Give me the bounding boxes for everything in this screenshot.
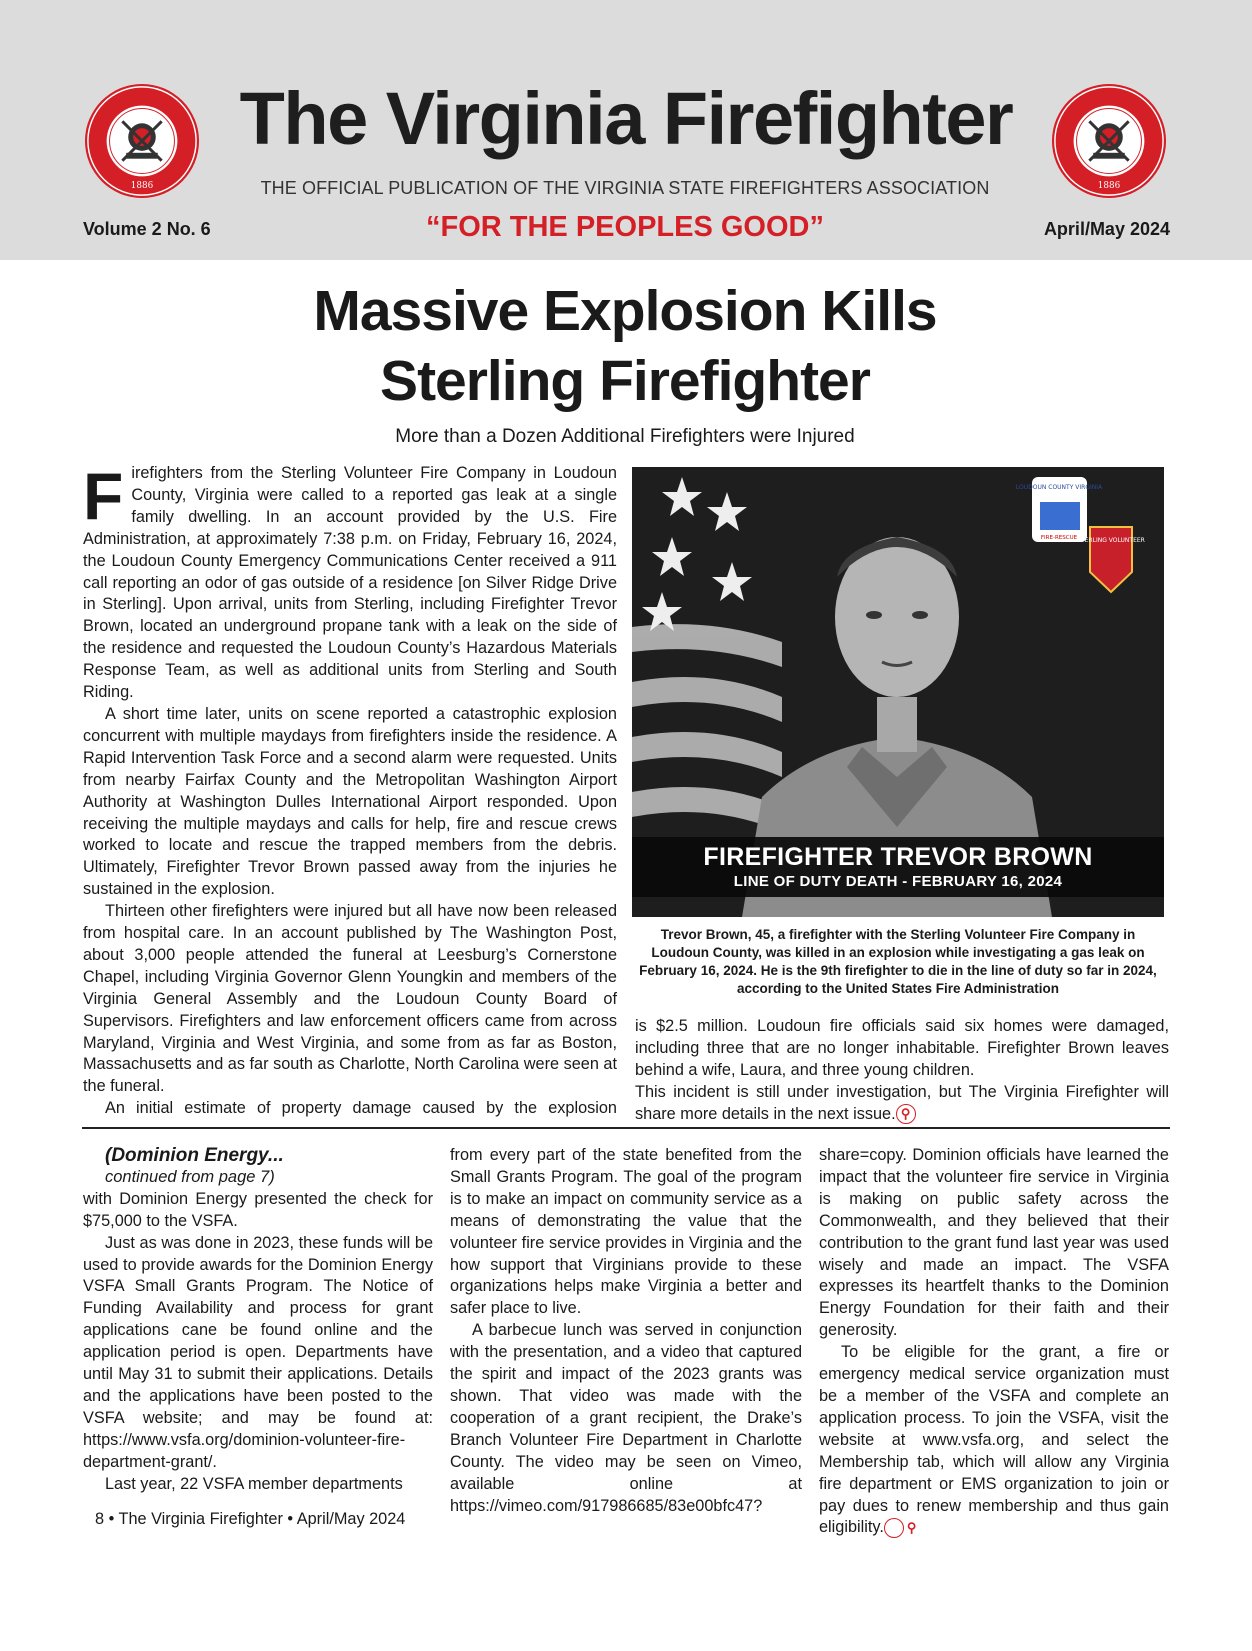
svg-text:1886: 1886 <box>130 181 154 192</box>
svg-text:1886: 1886 <box>1097 181 1121 192</box>
section-divider <box>82 1127 1170 1129</box>
volume-number: Volume 2 No. 6 <box>83 219 211 239</box>
drop-cap: F <box>83 459 124 533</box>
photo-banner <box>632 837 1164 897</box>
svg-text:FIRE-RESCUE: FIRE-RESCUE <box>1040 535 1078 541</box>
publication-title: The Virginia Firefighter <box>239 77 1013 160</box>
article-headline <box>150 276 1100 416</box>
article-paragraph: This incident is still under investigation, but The Virginia Firefighter will share more details in the next issue. ⚲ <box>635 1082 1169 1123</box>
article-paragraph: from every part of the state benefited from the Small Grants Program. The goal of the program is to make an impact on community service as a means of demonstrating the value that the volunteer fire service provides in Virginia and the how support that Virginians provide to these organizations helps make Virginia a better and safer place to live. <box>450 1146 802 1318</box>
photo-caption: Trevor Brown, 45, a firefighter with the Sterling Volunteer Fire Company in Loudoun County, was killed in an explosion while investigating a gas leak on February 16, 2024. He is the 9th firefighter to die in the line of duty so far in 2024, according to the United States Fire Administration <box>639 927 1157 996</box>
continued-column-2 <box>450 1145 802 1517</box>
vsfa-seal-right-icon <box>1050 82 1168 200</box>
continued-column-1 <box>83 1145 433 1496</box>
end-mark-icon: ⚲ <box>896 1104 916 1124</box>
article-paragraph: share=copy. Dominion officials have learned the impact that the volunteer fire service in Virginia is making on public safety across the Commonwealth, and they believed that their contribution to the grant fund last year was used wisely and made an impact. The VSFA expresses its heartfelt thanks to the Dominion Energy Foundation for their faith and their generosity. <box>819 1146 1169 1340</box>
article-paragraph: is $2.5 million. Loudoun fire officials said six homes were damaged, including three that are no longer inhabitable. Firefighter Brown leaves behind a wife, Laura, and three young children. <box>635 1017 1169 1079</box>
photo-banner-name: FIREFIGHTER TREVOR BROWN <box>703 843 1093 871</box>
article-paragraph: A barbecue lunch was served in conjunction with the presentation, and a video that captured the spirit and impact of the 2023 grants was shown. That video was made with the cooperation of a grant recipient, the Drake’s Branch Volunteer Fire Department in Charlotte County. The video may be seen on Vimeo, available online at https://vimeo.com/917986685/83e00bfc47? <box>450 1321 802 1515</box>
article-paragraph: Thirteen other firefighters were injured but all have now been released from hospital care. In an account published by The Washington Post, about 3,000 people attended the funeral at Leesburg’s Cornerstone Chapel, including Virginia Governor Glenn Youngkin and members of the Virginia General Assembly and the Loudoun County Board of Supervisors. Firefighters and law enforcement officers came from across Maryland, Virginia and West Virginia, and some from as far as Boston, Massachusetts and as far south as Charlotte, North Carolina were seen at the funeral. <box>83 902 617 1096</box>
article-paragraph: To be eligible for the grant, a fire or emergency medical service organization must be a member of the VSFA and complete an application process. To join the VSFA, visit the website at www.vsfa.org, and select the Membership tab, which will allow any Virginia fire department or EMS organization to join or pay dues to renew membership and thus gain eligibility. ⚲ <box>819 1343 1169 1537</box>
continued-heading: (Dominion Energy... <box>105 1145 284 1166</box>
article-paragraph: A short time later, units on scene reported a catastrophic explosion concurrent with multiple maydays from firefighters inside the residence. A Rapid Intervention Task Force and a second alarm were requested. Units from nearby Fairfax County and the Metropolitan Washington Airport Authority at Washington Dulles International Airport responded. Upon receiving the multiple maydays and calls for help, fire and rescue crews worked to locate and rescue the trapped members from the debris. Ultimately, Firefighter Trevor Brown passed away from the injuries he sustained in the explosion. <box>83 704 617 899</box>
article-paragraph: Just as was done in 2023, these funds will be used to provide awards for the Dominion Energy VSFA Small Grants Program. The Notice of Funding Availability and process for grant applications cane be found online and the application period is open. Departments have until May 31 to submit their applications. Details and the applications have been posted to the VSFA website; and may be found at: https://www.vsfa.org/dominion-volunteer-fire-department-grant/. <box>83 1233 433 1471</box>
article-column-left <box>83 459 617 1120</box>
masthead <box>0 0 1252 260</box>
article-paragraph: An initial estimate of property damage caused by the explosion <box>105 1099 617 1118</box>
article-column-right <box>635 1016 1169 1126</box>
photo-banner-subtitle: LINE OF DUTY DEATH - FEBRUARY 16, 2024 <box>733 873 1063 890</box>
vsfa-seal-left-icon <box>83 82 201 200</box>
article-paragraph: Firefighters from the Sterling Volunteer Fire Company in Loudoun County, Virginia were called to a reported gas leak at a single family dwelling. In an account provided by the U.S. Fire Administration, at approximately 7:38 p.m. on Friday, February 16, 2024, the Loudoun County Emergency Communications Center received a 911 call reporting an odor of gas outside of a residence [on Silver Ridge Drive in Sterling]. Upon arrival, units from Sterling, including Firefighter Trevor Brown, located an underground propane tank with a leak on the side of the residence and requested the Loudoun County’s Hazardous Materials Response Team, as well as additional units from Sterling and South Riding. <box>83 459 617 702</box>
firefighter-photo <box>632 467 1164 917</box>
end-mark-icon: ⚲ <box>884 1518 904 1538</box>
continued-column-3 <box>819 1145 1169 1539</box>
continued-subheading: continued from page 7) <box>105 1167 275 1186</box>
publication-subtitle: THE OFFICIAL PUBLICATION OF THE VIRGINIA STATE FIREFIGHTERS ASSOCIATION <box>260 178 990 198</box>
headline-line-1: Massive Explosion Kills <box>313 279 937 343</box>
article-deck: More than a Dozen Additional Firefighters were Injured <box>395 426 855 447</box>
issue-date: April/May 2024 <box>1043 219 1170 239</box>
svg-text:LOUDOUN COUNTY VIRGINIA: LOUDOUN COUNTY VIRGINIA <box>1015 484 1103 491</box>
headline-line-2: Sterling Firefighter <box>380 349 870 413</box>
page-footer: 8 • The Virginia Firefighter • April/May 2024 <box>95 1510 406 1528</box>
tagline: “FOR THE PEOPLES GOOD” <box>426 211 824 243</box>
svg-text:STERLING VOLUNTEER: STERLING VOLUNTEER <box>1077 537 1145 544</box>
article-paragraph: with Dominion Energy presented the check for $75,000 to the VSFA. <box>83 1189 433 1230</box>
article-paragraph: Last year, 22 VSFA member departments <box>105 1474 403 1493</box>
